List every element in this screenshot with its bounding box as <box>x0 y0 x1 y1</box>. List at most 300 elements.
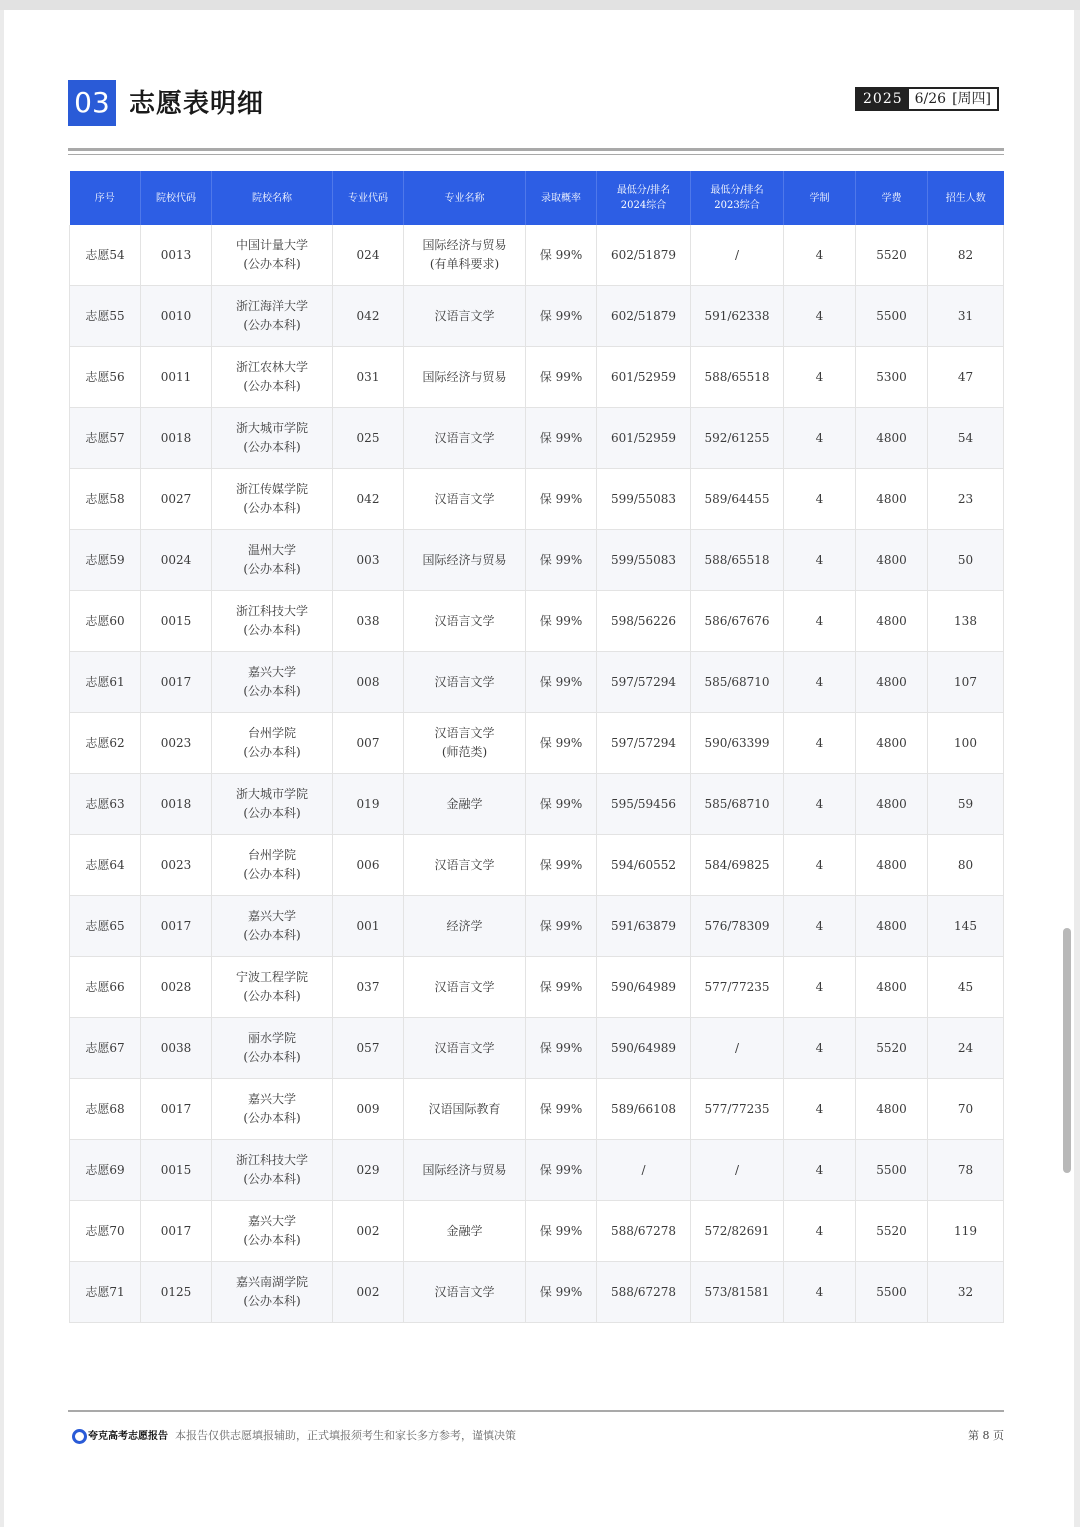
score-2023-cell: 588/65518 <box>691 347 784 408</box>
major-name-cell-main: 汉语言文学 <box>434 430 495 445</box>
table-row <box>70 1140 1004 1201</box>
quota-cell: 70 <box>928 1079 1004 1140</box>
major-name-cell <box>404 530 526 591</box>
school-code-cell: 0027 <box>141 469 212 530</box>
years-cell: 4 <box>784 530 856 591</box>
school-code-cell: 0017 <box>141 1201 212 1262</box>
major-name-cell-main: 汉语言文学 <box>434 674 495 689</box>
volunteer-table <box>69 171 1004 1323</box>
school-name-cell-main: 浙大城市学院 <box>235 787 308 801</box>
years-cell: 4 <box>784 225 856 286</box>
fee-cell: 5500 <box>856 286 928 347</box>
table-row <box>70 530 1004 591</box>
school-name-cell-main: 浙江科技大学 <box>235 604 308 618</box>
major-code-cell: 001 <box>333 896 404 957</box>
probability-cell: 保 99% <box>526 1201 597 1262</box>
school-name-cell <box>212 1079 333 1140</box>
score-2024-cell: 597/57294 <box>597 652 691 713</box>
school-name-cell <box>212 652 333 713</box>
section-number: 03 <box>68 80 116 126</box>
years-cell: 4 <box>784 1079 856 1140</box>
major-name-cell <box>404 1201 526 1262</box>
probability-cell: 保 99% <box>526 286 597 347</box>
page-footer <box>68 1424 1004 1446</box>
seq-cell: 志愿63 <box>70 774 141 835</box>
quota-cell: 31 <box>928 286 1004 347</box>
major-name-cell-main: 汉语言文学 <box>434 1040 495 1055</box>
school-code-cell: 0018 <box>141 774 212 835</box>
major-name-cell-main: 汉语国际教育 <box>428 1101 501 1116</box>
fee-cell: 4800 <box>856 957 928 1018</box>
table-row <box>70 713 1004 774</box>
school-name-cell <box>212 774 333 835</box>
major-name-cell-main: 汉语言文学 <box>434 726 495 740</box>
table-header-row <box>70 171 1004 225</box>
school-code-cell: 0010 <box>141 286 212 347</box>
score-2024-cell: 598/56226 <box>597 591 691 652</box>
probability-cell: 保 99% <box>526 652 597 713</box>
quota-cell: 82 <box>928 225 1004 286</box>
school-name-cell-main: 丽水学院 <box>247 1031 296 1045</box>
score-2024-cell: 590/64989 <box>597 1018 691 1079</box>
school-code-cell: 0017 <box>141 896 212 957</box>
major-name-cell-main: 汉语言文学 <box>434 613 495 628</box>
school-name-cell-note: (公办本科) <box>243 806 301 820</box>
school-name-cell <box>212 896 333 957</box>
years-cell: 4 <box>784 1018 856 1079</box>
seq-cell: 志愿64 <box>70 835 141 896</box>
quota-cell: 54 <box>928 408 1004 469</box>
fee-cell: 5300 <box>856 347 928 408</box>
table-row <box>70 774 1004 835</box>
major-code-cell: 038 <box>333 591 404 652</box>
major-code-cell: 006 <box>333 835 404 896</box>
score-2024-cell: 591/63879 <box>597 896 691 957</box>
major-name-cell <box>404 957 526 1018</box>
school-name-cell <box>212 1201 333 1262</box>
seq-cell: 志愿56 <box>70 347 141 408</box>
quota-cell: 100 <box>928 713 1004 774</box>
school-name-cell-main: 台州学院 <box>247 726 296 740</box>
score-2023-cell: / <box>691 225 784 286</box>
major-name-cell-main: 汉语言文学 <box>434 979 495 994</box>
major-name-cell-main: 国际经济与贸易 <box>422 552 507 567</box>
fee-cell: 4800 <box>856 1079 928 1140</box>
school-name-cell-note: (公办本科) <box>243 928 301 942</box>
score-2023-cell: 592/61255 <box>691 408 784 469</box>
major-code-cell: 057 <box>333 1018 404 1079</box>
major-name-cell <box>404 835 526 896</box>
footer-divider <box>68 1410 1004 1412</box>
school-name-cell-note: (公办本科) <box>243 1172 301 1186</box>
major-code-cell: 019 <box>333 774 404 835</box>
school-name-cell-note: (公办本科) <box>243 501 301 515</box>
school-name-cell-main: 嘉兴大学 <box>247 1092 296 1106</box>
seq-cell: 志愿66 <box>70 957 141 1018</box>
probability-cell: 保 99% <box>526 347 597 408</box>
score-2024-cell: 594/60552 <box>597 835 691 896</box>
page-number: 第 8 页 <box>968 1429 1004 1442</box>
major-name-cell-main: 国际经济与贸易 <box>422 238 507 252</box>
column-header: 院校名称 <box>212 171 333 225</box>
school-name-cell <box>212 530 333 591</box>
seq-cell: 志愿65 <box>70 896 141 957</box>
column-header: 专业名称 <box>404 171 526 225</box>
school-name-cell-note: (公办本科) <box>243 745 301 759</box>
window-top-strip <box>0 0 1080 10</box>
major-name-cell <box>404 408 526 469</box>
score-2024-cell: 588/67278 <box>597 1201 691 1262</box>
quota-cell: 119 <box>928 1201 1004 1262</box>
school-name-cell-note: (公办本科) <box>243 1233 301 1247</box>
school-name-cell <box>212 469 333 530</box>
score-2023-cell: 584/69825 <box>691 835 784 896</box>
score-2023-cell: 585/68710 <box>691 652 784 713</box>
score-2023-cell: 577/77235 <box>691 957 784 1018</box>
school-name-cell-note: (公办本科) <box>243 1294 301 1308</box>
school-name-cell-main: 浙大城市学院 <box>235 421 308 435</box>
major-code-cell: 002 <box>333 1262 404 1323</box>
school-name-cell-main: 嘉兴大学 <box>247 1214 296 1228</box>
table-row <box>70 1018 1004 1079</box>
score-2023-cell: 577/77235 <box>691 1079 784 1140</box>
disclaimer-text: 本报告仅供志愿填报辅助，正式填报须考生和家长多方参考，谨慎决策 <box>175 1429 516 1442</box>
school-name-cell-main: 嘉兴大学 <box>247 909 296 923</box>
school-name-cell-note: (公办本科) <box>243 440 301 454</box>
major-code-cell: 042 <box>333 469 404 530</box>
table-row <box>70 957 1004 1018</box>
major-name-cell <box>404 774 526 835</box>
major-name-cell-main: 金融学 <box>446 1223 483 1238</box>
seq-cell: 志愿54 <box>70 225 141 286</box>
fee-cell: 4800 <box>856 713 928 774</box>
column-header: 录取概率 <box>526 171 597 225</box>
score-2024-cell: / <box>597 1140 691 1201</box>
school-name-cell-note: (公办本科) <box>243 623 301 637</box>
quota-cell: 23 <box>928 469 1004 530</box>
major-code-cell: 042 <box>333 286 404 347</box>
quota-cell: 45 <box>928 957 1004 1018</box>
school-code-cell: 0038 <box>141 1018 212 1079</box>
major-code-cell: 002 <box>333 1201 404 1262</box>
school-name-cell <box>212 1140 333 1201</box>
seq-cell: 志愿61 <box>70 652 141 713</box>
school-name-cell-note: (公办本科) <box>243 989 301 1003</box>
fee-cell: 5500 <box>856 1140 928 1201</box>
table-body <box>70 225 1004 1323</box>
school-name-cell <box>212 347 333 408</box>
scrollbar-thumb[interactable] <box>1063 928 1071 1173</box>
major-name-cell <box>404 347 526 408</box>
table-row <box>70 469 1004 530</box>
years-cell: 4 <box>784 896 856 957</box>
seq-cell: 志愿62 <box>70 713 141 774</box>
fee-cell: 5520 <box>856 1201 928 1262</box>
major-name-cell-main: 汉语言文学 <box>434 308 495 323</box>
school-name-cell-note: (公办本科) <box>243 562 301 576</box>
major-name-cell-main: 金融学 <box>446 796 483 811</box>
school-code-cell: 0015 <box>141 1140 212 1201</box>
major-name-cell <box>404 713 526 774</box>
school-code-cell: 0125 <box>141 1262 212 1323</box>
fee-cell: 4800 <box>856 835 928 896</box>
school-name-cell-main: 宁波工程学院 <box>235 970 308 984</box>
date-weekday: [周四] <box>952 91 992 107</box>
column-header: 序号 <box>70 171 141 225</box>
score-2023-cell: 573/81581 <box>691 1262 784 1323</box>
school-name-cell-main: 温州大学 <box>247 543 296 557</box>
school-name-cell-main: 浙江农林大学 <box>235 360 308 374</box>
school-name-cell-note: (公办本科) <box>243 318 301 332</box>
column-header: 招生人数 <box>928 171 1004 225</box>
school-name-cell <box>212 835 333 896</box>
probability-cell: 保 99% <box>526 591 597 652</box>
quota-cell: 47 <box>928 347 1004 408</box>
score-2023-cell: / <box>691 1140 784 1201</box>
major-code-cell: 008 <box>333 652 404 713</box>
table-row <box>70 408 1004 469</box>
school-name-cell-main: 浙江传媒学院 <box>235 482 308 496</box>
quota-cell: 107 <box>928 652 1004 713</box>
major-code-cell: 007 <box>333 713 404 774</box>
probability-cell: 保 99% <box>526 408 597 469</box>
probability-cell: 保 99% <box>526 957 597 1018</box>
column-header: 最低分/排名 2024综合 <box>597 171 691 225</box>
score-2023-cell: 588/65518 <box>691 530 784 591</box>
major-name-cell <box>404 1079 526 1140</box>
column-header: 院校代码 <box>141 171 212 225</box>
major-name-cell <box>404 1018 526 1079</box>
school-name-cell <box>212 1018 333 1079</box>
column-header: 学费 <box>856 171 928 225</box>
fee-cell: 4800 <box>856 591 928 652</box>
school-code-cell: 0017 <box>141 1079 212 1140</box>
school-code-cell: 0011 <box>141 347 212 408</box>
seq-cell: 志愿71 <box>70 1262 141 1323</box>
major-name-cell <box>404 225 526 286</box>
major-code-cell: 003 <box>333 530 404 591</box>
score-2023-cell: 572/82691 <box>691 1201 784 1262</box>
table-row <box>70 286 1004 347</box>
column-header: 专业代码 <box>333 171 404 225</box>
school-name-cell-note: (公办本科) <box>243 1050 301 1064</box>
school-name-cell-main: 中国计量大学 <box>235 238 308 252</box>
table-row <box>70 896 1004 957</box>
table-row <box>70 652 1004 713</box>
years-cell: 4 <box>784 1201 856 1262</box>
major-name-cell-main: 汉语言文学 <box>434 491 495 506</box>
probability-cell: 保 99% <box>526 1079 597 1140</box>
table-row <box>70 1262 1004 1323</box>
school-name-cell <box>212 591 333 652</box>
school-code-cell: 0023 <box>141 713 212 774</box>
major-name-cell-main: 国际经济与贸易 <box>422 1162 507 1177</box>
score-2024-cell: 588/67278 <box>597 1262 691 1323</box>
header-divider-thin <box>68 154 1004 155</box>
seq-cell: 志愿59 <box>70 530 141 591</box>
quota-cell: 78 <box>928 1140 1004 1201</box>
seq-cell: 志愿68 <box>70 1079 141 1140</box>
score-2024-cell: 589/66108 <box>597 1079 691 1140</box>
probability-cell: 保 99% <box>526 1018 597 1079</box>
score-2024-cell: 597/57294 <box>597 713 691 774</box>
score-2024-cell: 595/59456 <box>597 774 691 835</box>
seq-cell: 志愿58 <box>70 469 141 530</box>
score-2024-cell: 601/52959 <box>597 408 691 469</box>
school-name-cell <box>212 1262 333 1323</box>
seq-cell: 志愿60 <box>70 591 141 652</box>
probability-cell: 保 99% <box>526 469 597 530</box>
fee-cell: 4800 <box>856 530 928 591</box>
school-name-cell <box>212 225 333 286</box>
years-cell: 4 <box>784 347 856 408</box>
major-name-cell-main: 国际经济与贸易 <box>422 369 507 384</box>
major-name-cell-note: (有单科要求) <box>429 257 500 271</box>
school-code-cell: 0028 <box>141 957 212 1018</box>
years-cell: 4 <box>784 957 856 1018</box>
quota-cell: 32 <box>928 1262 1004 1323</box>
school-code-cell: 0013 <box>141 225 212 286</box>
score-2024-cell: 602/51879 <box>597 225 691 286</box>
seq-cell: 志愿69 <box>70 1140 141 1201</box>
years-cell: 4 <box>784 591 856 652</box>
major-name-cell <box>404 469 526 530</box>
score-2024-cell: 599/55083 <box>597 469 691 530</box>
school-name-cell-main: 浙江海洋大学 <box>235 299 308 313</box>
probability-cell: 保 99% <box>526 1262 597 1323</box>
table-row <box>70 835 1004 896</box>
major-code-cell: 025 <box>333 408 404 469</box>
major-code-cell: 037 <box>333 957 404 1018</box>
column-header: 最低分/排名 2023综合 <box>691 171 784 225</box>
fee-cell: 4800 <box>856 469 928 530</box>
quota-cell: 59 <box>928 774 1004 835</box>
major-name-cell <box>404 896 526 957</box>
major-name-cell-main: 经济学 <box>446 918 483 933</box>
school-name-cell <box>212 713 333 774</box>
major-name-cell <box>404 1262 526 1323</box>
score-2024-cell: 601/52959 <box>597 347 691 408</box>
school-code-cell: 0018 <box>141 408 212 469</box>
major-name-cell-main: 汉语言文学 <box>434 857 495 872</box>
date-badge <box>855 87 999 111</box>
major-name-cell <box>404 1140 526 1201</box>
table-row <box>70 591 1004 652</box>
seq-cell: 志愿55 <box>70 286 141 347</box>
score-2023-cell: 586/67676 <box>691 591 784 652</box>
score-2023-cell: 590/63399 <box>691 713 784 774</box>
probability-cell: 保 99% <box>526 713 597 774</box>
major-code-cell: 009 <box>333 1079 404 1140</box>
date-month-day: 6/26 <box>914 91 947 107</box>
seq-cell: 志愿70 <box>70 1201 141 1262</box>
probability-cell: 保 99% <box>526 1140 597 1201</box>
score-2024-cell: 599/55083 <box>597 530 691 591</box>
school-name-cell-note: (公办本科) <box>243 257 301 271</box>
fee-cell: 5520 <box>856 225 928 286</box>
fee-cell: 5500 <box>856 1262 928 1323</box>
major-code-cell: 029 <box>333 1140 404 1201</box>
school-code-cell: 0017 <box>141 652 212 713</box>
fee-cell: 4800 <box>856 408 928 469</box>
fee-cell: 5520 <box>856 1018 928 1079</box>
school-code-cell: 0015 <box>141 591 212 652</box>
brand-logo-icon <box>72 1429 87 1444</box>
score-2023-cell: 585/68710 <box>691 774 784 835</box>
score-2024-cell: 590/64989 <box>597 957 691 1018</box>
quota-cell: 50 <box>928 530 1004 591</box>
years-cell: 4 <box>784 774 856 835</box>
column-header: 学制 <box>784 171 856 225</box>
fee-cell: 4800 <box>856 652 928 713</box>
school-name-cell-main: 浙江科技大学 <box>235 1153 308 1167</box>
major-code-cell: 024 <box>333 225 404 286</box>
score-2023-cell: / <box>691 1018 784 1079</box>
score-2023-cell: 591/62338 <box>691 286 784 347</box>
table-row <box>70 347 1004 408</box>
major-name-cell-main: 汉语言文学 <box>434 1284 495 1299</box>
school-name-cell <box>212 286 333 347</box>
brand-name: 夸克高考志愿报告 <box>88 1431 168 1442</box>
score-2023-cell: 589/64455 <box>691 469 784 530</box>
years-cell: 4 <box>784 652 856 713</box>
years-cell: 4 <box>784 469 856 530</box>
page-title: 志愿表明细 <box>129 89 265 119</box>
major-code-cell: 031 <box>333 347 404 408</box>
date-year: 2025 <box>857 89 909 109</box>
probability-cell: 保 99% <box>526 225 597 286</box>
seq-cell: 志愿57 <box>70 408 141 469</box>
quota-cell: 80 <box>928 835 1004 896</box>
school-name-cell <box>212 408 333 469</box>
major-name-cell <box>404 286 526 347</box>
table-row <box>70 1201 1004 1262</box>
header-divider <box>68 148 1004 151</box>
school-name-cell-note: (公办本科) <box>243 1111 301 1125</box>
probability-cell: 保 99% <box>526 774 597 835</box>
major-name-cell <box>404 591 526 652</box>
probability-cell: 保 99% <box>526 896 597 957</box>
school-name-cell <box>212 957 333 1018</box>
years-cell: 4 <box>784 713 856 774</box>
years-cell: 4 <box>784 286 856 347</box>
score-2024-cell: 602/51879 <box>597 286 691 347</box>
quota-cell: 138 <box>928 591 1004 652</box>
table-row <box>70 1079 1004 1140</box>
table-row <box>70 225 1004 286</box>
school-code-cell: 0023 <box>141 835 212 896</box>
school-name-cell-main: 嘉兴南湖学院 <box>235 1275 308 1289</box>
probability-cell: 保 99% <box>526 530 597 591</box>
school-name-cell-main: 嘉兴大学 <box>247 665 296 679</box>
score-2023-cell: 576/78309 <box>691 896 784 957</box>
major-name-cell <box>404 652 526 713</box>
school-name-cell-note: (公办本科) <box>243 379 301 393</box>
seq-cell: 志愿67 <box>70 1018 141 1079</box>
years-cell: 4 <box>784 835 856 896</box>
fee-cell: 4800 <box>856 774 928 835</box>
school-name-cell-note: (公办本科) <box>243 867 301 881</box>
probability-cell: 保 99% <box>526 835 597 896</box>
school-name-cell-note: (公办本科) <box>243 684 301 698</box>
quota-cell: 145 <box>928 896 1004 957</box>
fee-cell: 4800 <box>856 896 928 957</box>
major-name-cell-note: (师范类) <box>441 745 488 759</box>
years-cell: 4 <box>784 1262 856 1323</box>
quota-cell: 24 <box>928 1018 1004 1079</box>
years-cell: 4 <box>784 408 856 469</box>
school-code-cell: 0024 <box>141 530 212 591</box>
